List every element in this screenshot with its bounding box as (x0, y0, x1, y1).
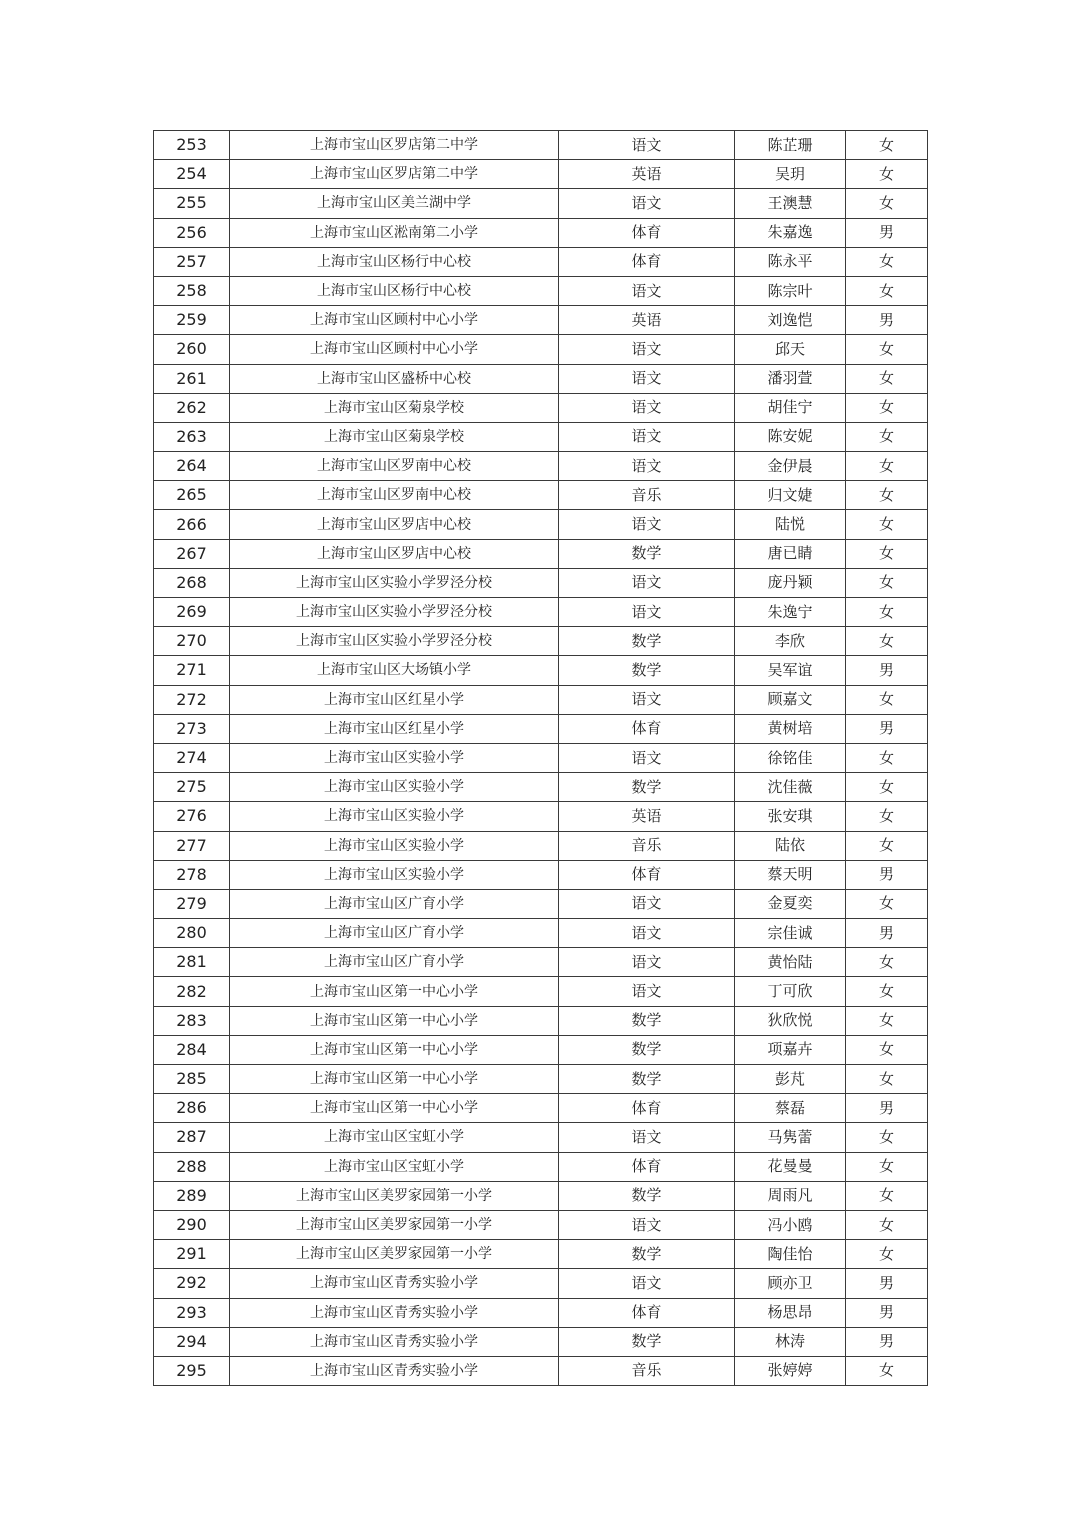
table-row (154, 481, 928, 510)
subject-cell: 体育 (559, 218, 735, 247)
row-number: 291 (154, 1240, 230, 1269)
name-cell: 沈佳薇 (735, 773, 846, 802)
subject-cell: 音乐 (559, 1356, 735, 1385)
gender-cell: 男 (846, 1094, 928, 1123)
name-cell: 冯小鸥 (735, 1210, 846, 1239)
table-row (154, 189, 928, 218)
name-cell: 陈永平 (735, 247, 846, 276)
subject-cell: 数学 (559, 773, 735, 802)
name-cell: 顾嘉文 (735, 685, 846, 714)
row-number: 272 (154, 685, 230, 714)
school-cell: 上海市宝山区实验小学 (230, 802, 559, 831)
school-cell: 上海市宝山区罗店第二中学 (230, 160, 559, 189)
table-row (154, 598, 928, 627)
gender-cell: 女 (846, 743, 928, 772)
gender-cell: 女 (846, 160, 928, 189)
subject-cell: 语文 (559, 393, 735, 422)
school-cell: 上海市宝山区实验小学 (230, 860, 559, 889)
table-row (154, 831, 928, 860)
school-cell: 上海市宝山区美罗家园第一小学 (230, 1240, 559, 1269)
row-number: 262 (154, 393, 230, 422)
school-cell: 上海市宝山区第一中心小学 (230, 1006, 559, 1035)
subject-cell: 语文 (559, 276, 735, 305)
subject-cell: 语文 (559, 1210, 735, 1239)
name-cell: 彭芃 (735, 1065, 846, 1094)
subject-cell: 语文 (559, 364, 735, 393)
gender-cell: 男 (846, 860, 928, 889)
subject-cell: 数学 (559, 1065, 735, 1094)
name-cell: 唐已睛 (735, 539, 846, 568)
subject-cell: 数学 (559, 1327, 735, 1356)
gender-cell: 女 (846, 685, 928, 714)
name-cell: 朱逸宁 (735, 598, 846, 627)
gender-cell: 女 (846, 393, 928, 422)
name-cell: 黄怡陆 (735, 948, 846, 977)
subject-cell: 语文 (559, 977, 735, 1006)
subject-cell: 数学 (559, 1240, 735, 1269)
name-cell: 金夏奕 (735, 889, 846, 918)
gender-cell: 女 (846, 1181, 928, 1210)
gender-cell: 女 (846, 422, 928, 451)
row-number: 292 (154, 1269, 230, 1298)
subject-cell: 体育 (559, 247, 735, 276)
gender-cell: 女 (846, 510, 928, 539)
row-number: 290 (154, 1210, 230, 1239)
school-cell: 上海市宝山区菊泉学校 (230, 422, 559, 451)
school-cell: 上海市宝山区广育小学 (230, 889, 559, 918)
gender-cell: 女 (846, 1240, 928, 1269)
row-number: 293 (154, 1298, 230, 1327)
school-cell: 上海市宝山区实验小学 (230, 743, 559, 772)
row-number: 283 (154, 1006, 230, 1035)
gender-cell: 女 (846, 189, 928, 218)
school-cell: 上海市宝山区罗南中心校 (230, 481, 559, 510)
gender-cell: 女 (846, 568, 928, 597)
subject-cell: 数学 (559, 1181, 735, 1210)
gender-cell: 女 (846, 335, 928, 364)
table-row (154, 656, 928, 685)
subject-cell: 语文 (559, 889, 735, 918)
subject-cell: 语文 (559, 743, 735, 772)
subject-cell: 英语 (559, 306, 735, 335)
school-cell: 上海市宝山区广育小学 (230, 948, 559, 977)
gender-cell: 女 (846, 773, 928, 802)
table-row (154, 1006, 928, 1035)
school-cell: 上海市宝山区青秀实验小学 (230, 1298, 559, 1327)
subject-cell: 英语 (559, 160, 735, 189)
school-cell: 上海市宝山区顾村中心小学 (230, 306, 559, 335)
row-number: 254 (154, 160, 230, 189)
row-number: 268 (154, 568, 230, 597)
table-row (154, 977, 928, 1006)
gender-cell: 女 (846, 1035, 928, 1064)
table-row (154, 510, 928, 539)
gender-cell: 男 (846, 218, 928, 247)
row-number: 264 (154, 452, 230, 481)
row-number: 258 (154, 276, 230, 305)
gender-cell: 女 (846, 889, 928, 918)
gender-cell: 女 (846, 539, 928, 568)
subject-cell: 语文 (559, 131, 735, 160)
table-row (154, 773, 928, 802)
school-cell: 上海市宝山区实验小学罗泾分校 (230, 627, 559, 656)
table-row (154, 218, 928, 247)
row-number: 294 (154, 1327, 230, 1356)
table-row (154, 889, 928, 918)
row-number: 273 (154, 714, 230, 743)
subject-cell: 语文 (559, 422, 735, 451)
school-cell: 上海市宝山区宝虹小学 (230, 1152, 559, 1181)
school-cell: 上海市宝山区杨行中心校 (230, 247, 559, 276)
subject-cell: 语文 (559, 598, 735, 627)
school-cell: 上海市宝山区罗店中心校 (230, 510, 559, 539)
subject-cell: 数学 (559, 1006, 735, 1035)
school-cell: 上海市宝山区青秀实验小学 (230, 1269, 559, 1298)
school-cell: 上海市宝山区青秀实验小学 (230, 1327, 559, 1356)
name-cell: 狄欣悦 (735, 1006, 846, 1035)
school-cell: 上海市宝山区广育小学 (230, 919, 559, 948)
name-cell: 陶佳怡 (735, 1240, 846, 1269)
gender-cell: 女 (846, 1123, 928, 1152)
table-row (154, 364, 928, 393)
row-number: 277 (154, 831, 230, 860)
table-row (154, 422, 928, 451)
gender-cell: 女 (846, 1065, 928, 1094)
table-row (154, 1152, 928, 1181)
name-cell: 李欣 (735, 627, 846, 656)
name-cell: 庞丹颖 (735, 568, 846, 597)
name-cell: 陆依 (735, 831, 846, 860)
subject-cell: 数学 (559, 627, 735, 656)
name-cell: 王澳慧 (735, 189, 846, 218)
gender-cell: 女 (846, 627, 928, 656)
school-cell: 上海市宝山区第一中心小学 (230, 977, 559, 1006)
table-row (154, 948, 928, 977)
school-cell: 上海市宝山区罗店中心校 (230, 539, 559, 568)
table-row (154, 131, 928, 160)
subject-cell: 体育 (559, 1298, 735, 1327)
table-row (154, 1327, 928, 1356)
name-cell: 胡佳宁 (735, 393, 846, 422)
row-number: 260 (154, 335, 230, 364)
name-cell: 宗佳诚 (735, 919, 846, 948)
row-number: 279 (154, 889, 230, 918)
subject-cell: 体育 (559, 1094, 735, 1123)
name-cell: 陈安妮 (735, 422, 846, 451)
subject-cell: 语文 (559, 919, 735, 948)
table-row (154, 860, 928, 889)
name-cell: 花曼曼 (735, 1152, 846, 1181)
gender-cell: 女 (846, 247, 928, 276)
gender-cell: 女 (846, 276, 928, 305)
table-row (154, 1269, 928, 1298)
row-number: 256 (154, 218, 230, 247)
school-cell: 上海市宝山区美罗家园第一小学 (230, 1181, 559, 1210)
row-number: 269 (154, 598, 230, 627)
name-cell: 黄树培 (735, 714, 846, 743)
subject-cell: 语文 (559, 510, 735, 539)
row-number: 274 (154, 743, 230, 772)
table-row (154, 743, 928, 772)
subject-cell: 语文 (559, 948, 735, 977)
row-number: 255 (154, 189, 230, 218)
subject-cell: 语文 (559, 685, 735, 714)
row-number: 261 (154, 364, 230, 393)
gender-cell: 男 (846, 1327, 928, 1356)
row-number: 278 (154, 860, 230, 889)
subject-cell: 语文 (559, 1123, 735, 1152)
school-cell: 上海市宝山区顾村中心小学 (230, 335, 559, 364)
table-row (154, 1181, 928, 1210)
subject-cell: 数学 (559, 1035, 735, 1064)
name-cell: 丁可欣 (735, 977, 846, 1006)
school-cell: 上海市宝山区大场镇小学 (230, 656, 559, 685)
name-cell: 蔡天明 (735, 860, 846, 889)
table-row (154, 335, 928, 364)
table-row (154, 1035, 928, 1064)
gender-cell: 女 (846, 1356, 928, 1385)
subject-cell: 音乐 (559, 831, 735, 860)
name-cell: 周雨凡 (735, 1181, 846, 1210)
name-cell: 陈宗叶 (735, 276, 846, 305)
table-row (154, 627, 928, 656)
school-cell: 上海市宝山区第一中心小学 (230, 1094, 559, 1123)
school-cell: 上海市宝山区实验小学罗泾分校 (230, 598, 559, 627)
row-number: 288 (154, 1152, 230, 1181)
gender-cell: 女 (846, 598, 928, 627)
school-cell: 上海市宝山区实验小学 (230, 773, 559, 802)
table-row (154, 539, 928, 568)
row-number: 286 (154, 1094, 230, 1123)
gender-cell: 女 (846, 1006, 928, 1035)
table-row (154, 1123, 928, 1152)
gender-cell: 女 (846, 977, 928, 1006)
row-number: 285 (154, 1065, 230, 1094)
name-cell: 张安琪 (735, 802, 846, 831)
row-number: 267 (154, 539, 230, 568)
row-number: 282 (154, 977, 230, 1006)
gender-cell: 女 (846, 802, 928, 831)
subject-cell: 数学 (559, 539, 735, 568)
table-row (154, 568, 928, 597)
table-row (154, 160, 928, 189)
row-number: 289 (154, 1181, 230, 1210)
school-cell: 上海市宝山区实验小学 (230, 831, 559, 860)
roster-table (153, 130, 928, 1386)
school-cell: 上海市宝山区美兰湖中学 (230, 189, 559, 218)
subject-cell: 语文 (559, 335, 735, 364)
gender-cell: 男 (846, 656, 928, 685)
table-row (154, 306, 928, 335)
row-number: 257 (154, 247, 230, 276)
table-row (154, 919, 928, 948)
row-number: 287 (154, 1123, 230, 1152)
table-row (154, 452, 928, 481)
subject-cell: 语文 (559, 568, 735, 597)
subject-cell: 语文 (559, 1269, 735, 1298)
row-number: 276 (154, 802, 230, 831)
subject-cell: 英语 (559, 802, 735, 831)
name-cell: 刘逸恺 (735, 306, 846, 335)
name-cell: 张婷婷 (735, 1356, 846, 1385)
gender-cell: 女 (846, 452, 928, 481)
name-cell: 蔡磊 (735, 1094, 846, 1123)
name-cell: 吴玥 (735, 160, 846, 189)
subject-cell: 体育 (559, 860, 735, 889)
table-row (154, 1356, 928, 1385)
name-cell: 林涛 (735, 1327, 846, 1356)
table-row (154, 247, 928, 276)
subject-cell: 语文 (559, 189, 735, 218)
school-cell: 上海市宝山区美罗家园第一小学 (230, 1210, 559, 1239)
school-cell: 上海市宝山区菊泉学校 (230, 393, 559, 422)
table-row (154, 1094, 928, 1123)
row-number: 266 (154, 510, 230, 539)
gender-cell: 女 (846, 831, 928, 860)
school-cell: 上海市宝山区淞南第二小学 (230, 218, 559, 247)
table-row (154, 802, 928, 831)
gender-cell: 男 (846, 714, 928, 743)
roster-table-body (154, 131, 928, 1386)
subject-cell: 音乐 (559, 481, 735, 510)
table-row (154, 276, 928, 305)
row-number: 270 (154, 627, 230, 656)
gender-cell: 男 (846, 919, 928, 948)
school-cell: 上海市宝山区红星小学 (230, 685, 559, 714)
gender-cell: 女 (846, 948, 928, 977)
school-cell: 上海市宝山区杨行中心校 (230, 276, 559, 305)
row-number: 275 (154, 773, 230, 802)
name-cell: 吴军谊 (735, 656, 846, 685)
row-number: 263 (154, 422, 230, 451)
name-cell: 杨思昂 (735, 1298, 846, 1327)
name-cell: 朱嘉逸 (735, 218, 846, 247)
row-number: 253 (154, 131, 230, 160)
subject-cell: 体育 (559, 714, 735, 743)
row-number: 284 (154, 1035, 230, 1064)
school-cell: 上海市宝山区罗店第二中学 (230, 131, 559, 160)
gender-cell: 女 (846, 364, 928, 393)
name-cell: 邱天 (735, 335, 846, 364)
school-cell: 上海市宝山区实验小学罗泾分校 (230, 568, 559, 597)
subject-cell: 体育 (559, 1152, 735, 1181)
subject-cell: 语文 (559, 452, 735, 481)
school-cell: 上海市宝山区宝虹小学 (230, 1123, 559, 1152)
name-cell: 归文婕 (735, 481, 846, 510)
gender-cell: 女 (846, 1210, 928, 1239)
gender-cell: 女 (846, 481, 928, 510)
gender-cell: 男 (846, 306, 928, 335)
row-number: 271 (154, 656, 230, 685)
table-row (154, 1240, 928, 1269)
school-cell: 上海市宝山区青秀实验小学 (230, 1356, 559, 1385)
school-cell: 上海市宝山区盛桥中心校 (230, 364, 559, 393)
school-cell: 上海市宝山区罗南中心校 (230, 452, 559, 481)
table-row (154, 685, 928, 714)
name-cell: 顾亦卫 (735, 1269, 846, 1298)
row-number: 280 (154, 919, 230, 948)
row-number: 281 (154, 948, 230, 977)
table-row (154, 714, 928, 743)
name-cell: 徐铭佳 (735, 743, 846, 772)
row-number: 259 (154, 306, 230, 335)
row-number: 295 (154, 1356, 230, 1385)
name-cell: 金伊晨 (735, 452, 846, 481)
table-row (154, 1298, 928, 1327)
gender-cell: 女 (846, 1152, 928, 1181)
name-cell: 潘羽萱 (735, 364, 846, 393)
name-cell: 项嘉卉 (735, 1035, 846, 1064)
table-row (154, 1065, 928, 1094)
table-row (154, 393, 928, 422)
name-cell: 陈芷珊 (735, 131, 846, 160)
school-cell: 上海市宝山区第一中心小学 (230, 1065, 559, 1094)
name-cell: 马隽蕾 (735, 1123, 846, 1152)
school-cell: 上海市宝山区第一中心小学 (230, 1035, 559, 1064)
school-cell: 上海市宝山区红星小学 (230, 714, 559, 743)
row-number: 265 (154, 481, 230, 510)
gender-cell: 女 (846, 131, 928, 160)
gender-cell: 男 (846, 1269, 928, 1298)
table-row (154, 1210, 928, 1239)
gender-cell: 男 (846, 1298, 928, 1327)
subject-cell: 数学 (559, 656, 735, 685)
name-cell: 陆悦 (735, 510, 846, 539)
